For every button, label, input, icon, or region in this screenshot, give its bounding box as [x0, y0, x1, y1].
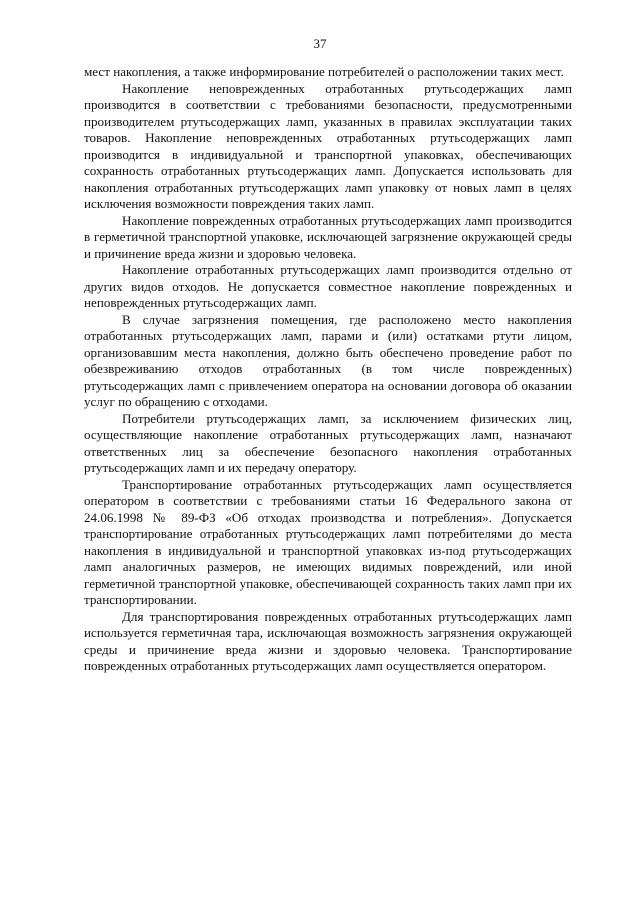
paragraph-6: Потребители ртутьсодержащих ламп, за исключением физических лиц, осуществляющие накопление отработанных ртутьсодержащих ламп, назначают ответственных лиц за обеспечение безопасного накопления отработанных ртутьсодержащих ламп и их передачу оператору.: [84, 410, 572, 475]
paragraph-7: Транспортирование отработанных ртутьсодержащих ламп осуществляется оператором в соответствии с требованиями статьи 16 Федерального закона от 24.06.1998 № 89-ФЗ «Об отходах производства и потребления». Допускается транспортирование отработанных ртутьсодержащих ламп потребителями до места накопления в индивидуальной и транспортной упаковках из-под ртутьсодержащих ламп аналогичных размеров, не имеющих видимых повреждений, или иной герметичной транспортной упаковке, обеспечивающей сохранность таких ламп при их транспортировании.: [84, 476, 572, 607]
document-body: [84, 64, 572, 675]
paragraph-3: Накопление поврежденных отработанных ртутьсодержащих ламп производится в герметичной транспортной упаковке, исключающей загрязнение окружающей среды и причинение вреда жизни и здоровью человека.: [84, 212, 572, 261]
paragraph-4: Накопление отработанных ртутьсодержащих ламп производится отдельно от других видов отходов. Не допускается совместное накопление поврежденных и неповрежденных ртутьсодержащих ламп.: [84, 262, 572, 310]
paragraph-5: В случае загрязнения помещения, где расположено место накопления отработанных ртутьсодержащих ламп, парами и (или) остатками ртути лицом, организовавшим места накопления, должно быть обеспечено проведение работ по обезвреживанию отходов отработанных (в том числе поврежденных) ртутьсодержащих ламп с привлечением оператора на основании договора об оказании услуг по обращению с отходами.: [84, 311, 572, 409]
page-number: 37: [313, 36, 327, 51]
paragraph-8: Для транспортирования поврежденных отработанных ртутьсодержащих ламп используется герметичная тара, исключающая возможность загрязнения окружающей среды и причинение вреда жизни и здоровью человека. Транспортирование поврежденных отработанных ртутьсодержащих ламп осуществляется оператором.: [84, 608, 572, 673]
paragraph-1-continued: мест накопления, а также информирование потребителей о расположении таких мест.: [84, 64, 564, 79]
paragraph-2: Накопление неповрежденных отработанных ртутьсодержащих ламп производится в соответствии с требованиями безопасности, предусмотренными производителем ртутьсодержащих ламп, указанных в правилах эксплуатации таких товаров. Накопление неповрежденных отработанных ртутьсодержащих ламп производится в индивидуальной и транспортной упаковках, обеспечивающих сохранность отработанных ртутьсодержащих ламп. Допускается использовать для накопления отработанных ртутьсодержащих ламп упаковку от новых ламп в целях исключения возможности повреждения таких ламп.: [84, 80, 572, 211]
